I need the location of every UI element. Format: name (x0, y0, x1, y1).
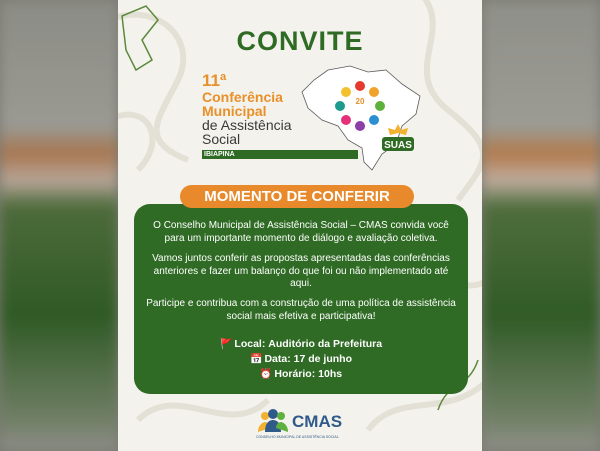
cmas-people-icon (256, 408, 290, 434)
cmas-brand: CMAS (292, 412, 343, 431)
date-value: 17 de junho (293, 353, 352, 365)
blurred-background-right (482, 0, 600, 451)
paragraph-participate: Participe e contribua com a construção de uma política de assistência social mais efetiva e participativa! (146, 298, 456, 322)
suas-label: SUAS (384, 140, 412, 151)
invitation-body (134, 204, 468, 394)
city-bar (202, 150, 358, 159)
local-label: Local: (234, 338, 266, 350)
conference-name-line3: de Assistência (202, 117, 292, 133)
time-label: Horário: (274, 368, 316, 380)
conference-name-line2: Municipal (202, 103, 267, 119)
section-title-pill: MOMENTO DE CONFERIR (180, 185, 414, 208)
time-value: 10hs (318, 368, 343, 380)
local-value: Auditório da Prefeitura (268, 338, 383, 350)
page-title: CONVITE (236, 26, 364, 56)
conference-name-line4: Social (202, 131, 241, 147)
cmas-logo (256, 408, 346, 444)
info-local (134, 338, 468, 351)
paragraph-review: Vamos juntos conferir as propostas apresentadas das conferências anteriores e fazer um balanço do que foi ou não implementado até aqui. (152, 253, 450, 289)
logo-year: 20 (355, 97, 365, 106)
blurred-background-left (0, 0, 118, 451)
clock-icon: ⏰ (259, 369, 273, 380)
conference-logo-text (202, 72, 352, 146)
calendar-icon: 📅 (250, 354, 263, 365)
city-name: IBIAPINA (204, 151, 235, 158)
cmas-subtitle: CONSELHO MUNICIPAL DE ASSISTÊNCIA SOCIAL (256, 435, 339, 439)
invitation-card (118, 0, 482, 451)
info-time (134, 368, 468, 381)
paragraph-invite: O Conselho Municipal de Assistência Social – CMAS convida você para um importante momento de diálogo e avaliação coletiva. (153, 220, 449, 244)
suas-logo (380, 122, 416, 158)
conference-edition: 11ª (202, 71, 227, 90)
conference-name-line1: Conferência (202, 89, 283, 105)
flag-icon: 🚩 (219, 339, 233, 350)
date-label: Data: (264, 353, 291, 365)
info-date (134, 353, 468, 366)
